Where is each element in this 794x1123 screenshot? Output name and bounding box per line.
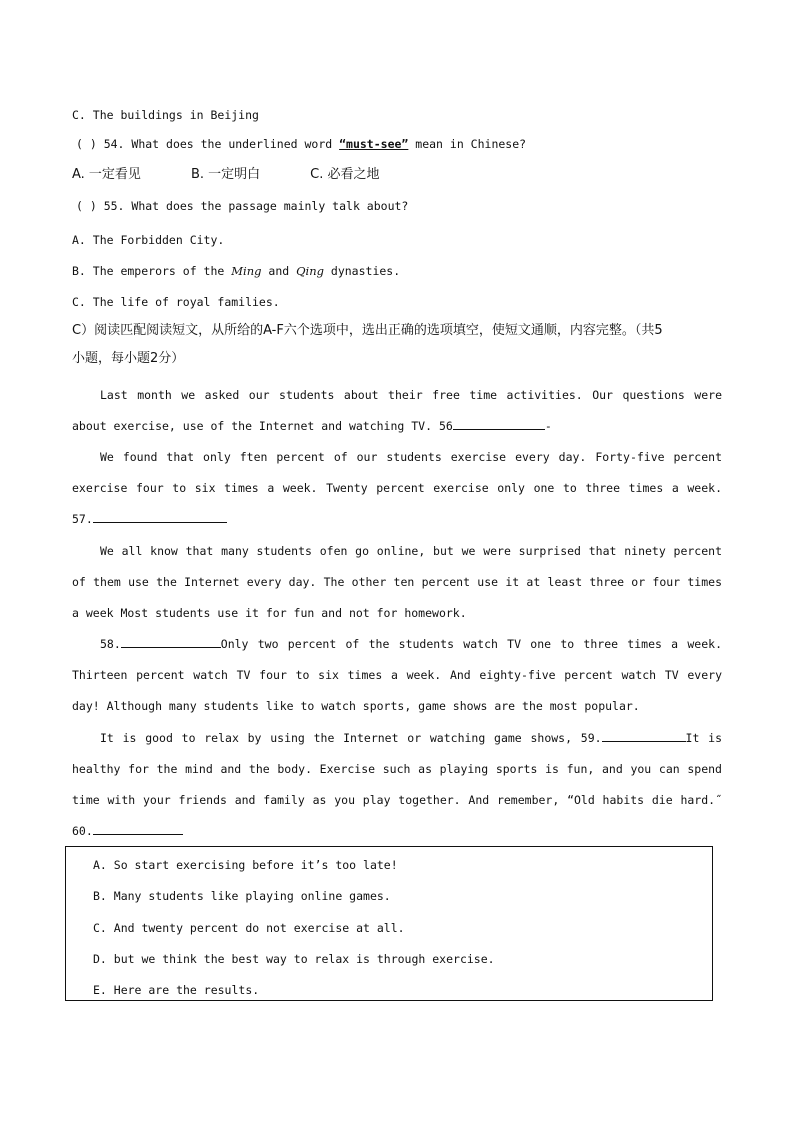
choice-e: E. Here are the results. (93, 983, 260, 997)
question-54-options (72, 166, 379, 183)
blank-58[interactable] (121, 635, 221, 648)
q54-option-b: B. 一定明白 (190, 167, 261, 182)
q53-option-c: C. The buildings in Beijing (72, 108, 259, 122)
q55-option-c: C. The life of royal families. (72, 295, 280, 309)
passage-paragraph-3: We all know that many students ofen go online, but we were surprised that ninety percent of them use the Internet every day. The other ten percent use it at least three or four times a week Most students use it for fun and not for homework. (72, 544, 722, 620)
choice-c: C. And twenty percent do not exercise at all. (93, 921, 405, 935)
q55-option-a: A. The Forbidden City. (72, 233, 225, 247)
section-c-instruction-2: 小题，每小题2分） (72, 351, 185, 366)
passage-paragraph-1: Last month we asked our students about their free time activities. Our questions were about exercise, use of the Internet and watching TV. 56 - (72, 388, 722, 433)
blank-59[interactable] (602, 729, 686, 742)
blank-56[interactable] (453, 417, 545, 430)
choice-a: A. So start exercising before it’s too late! (93, 858, 398, 872)
choices-box (65, 846, 713, 1001)
answer-paren: ( ) (76, 137, 97, 151)
q54-option-c: C. 必看之地 (310, 167, 380, 182)
q55-option-b: B. The emperors of the Ming and Qing dynasties. (72, 264, 401, 278)
section-c-instruction-1: C）阅读匹配阅读短文，从所给的A-F六个选项中，选出正确的选项填空，使短文通顺，内容完整。（共5 (72, 323, 663, 338)
passage-paragraph-2: We found that only ften percent of our students exercise every day. Forty-five percent exercise four to six times a week. Twenty percent exercise only one to three times a week. 57. (72, 450, 722, 526)
blank-57[interactable] (93, 510, 227, 523)
choice-d: D. but we think the best way to relax is through exercise. (93, 952, 495, 966)
question-55: ( ) 55. What does the passage mainly talk about? (76, 199, 409, 213)
blank-60[interactable] (93, 822, 183, 835)
q54-option-a: A. 一定看见 (72, 167, 141, 182)
question-54: ( ) 54. What does the underlined word “must-see” mean in Chinese? (76, 137, 527, 151)
answer-paren: ( ) (76, 199, 97, 213)
passage-paragraph-5: It is good to relax by using the Internet or watching game shows, 59. It is healthy for the mind and the body. Exercise such as playing sports is fun, and you can spend time with your friends and family as you play together. And remember, “Old habits die hard.˝ 60. (72, 731, 722, 838)
passage-paragraph-4: 58. Only two percent of the students watch TV one to three times a week. Thirteen percent watch TV four to six times a week. And eighty-five percent watch TV every day! Although many students like to watch sports, game shows are the most popular. (72, 637, 722, 713)
choice-b: B. Many students like playing online games. (93, 889, 391, 903)
underlined-word: “must-see” (339, 137, 409, 151)
